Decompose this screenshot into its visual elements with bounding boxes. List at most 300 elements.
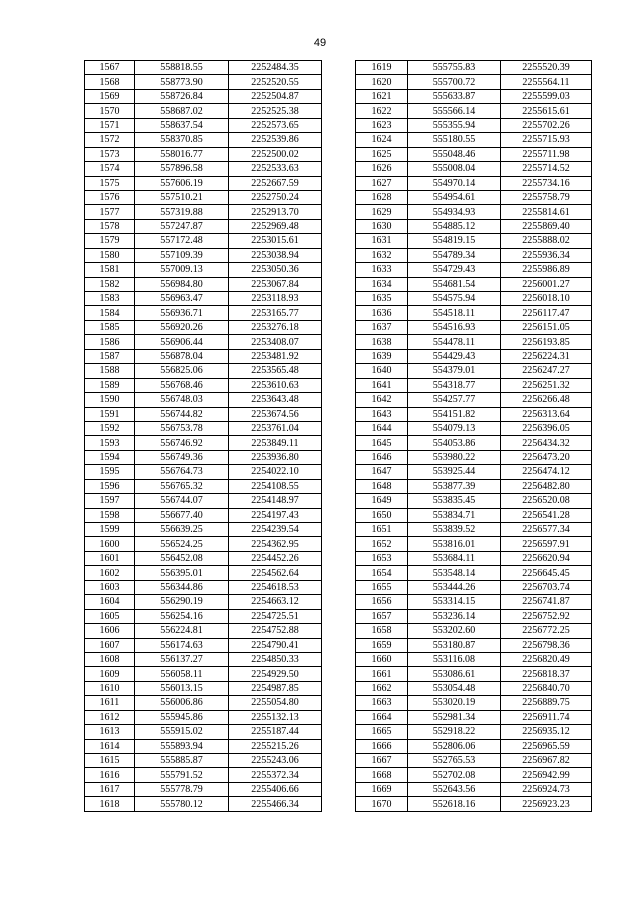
point-number-cell: 1635 bbox=[356, 292, 408, 306]
table-row bbox=[85, 364, 322, 378]
point-number-cell: 1590 bbox=[85, 393, 135, 407]
table-row bbox=[356, 465, 592, 479]
point-number-cell: 1597 bbox=[85, 494, 135, 508]
y-coordinate-cell: 2256577.34 bbox=[501, 523, 592, 537]
point-number-cell: 1584 bbox=[85, 306, 135, 320]
y-coordinate-cell: 2254790.41 bbox=[229, 638, 322, 652]
point-number-cell: 1650 bbox=[356, 508, 408, 522]
x-coordinate-cell: 554970.14 bbox=[408, 176, 501, 190]
y-coordinate-cell: 2253643.48 bbox=[229, 393, 322, 407]
x-coordinate-cell: 556936.71 bbox=[135, 306, 229, 320]
table-row bbox=[356, 508, 592, 522]
table-row bbox=[356, 118, 592, 132]
point-number-cell: 1594 bbox=[85, 450, 135, 464]
table-row bbox=[356, 681, 592, 695]
y-coordinate-cell: 2254752.88 bbox=[229, 624, 322, 638]
x-coordinate-cell: 555180.55 bbox=[408, 133, 501, 147]
point-number-cell: 1582 bbox=[85, 277, 135, 291]
point-number-cell: 1661 bbox=[356, 667, 408, 681]
table-row bbox=[356, 638, 592, 652]
point-number-cell: 1604 bbox=[85, 595, 135, 609]
x-coordinate-cell: 553816.01 bbox=[408, 537, 501, 551]
table-row bbox=[85, 89, 322, 103]
table-row bbox=[356, 652, 592, 666]
point-number-cell: 1606 bbox=[85, 624, 135, 638]
x-coordinate-cell: 558818.55 bbox=[135, 61, 229, 75]
point-number-cell: 1633 bbox=[356, 263, 408, 277]
table-row bbox=[85, 248, 322, 262]
point-number-cell: 1666 bbox=[356, 739, 408, 753]
table-row bbox=[85, 306, 322, 320]
y-coordinate-cell: 2253761.04 bbox=[229, 421, 322, 435]
x-coordinate-cell: 558637.54 bbox=[135, 118, 229, 132]
point-number-cell: 1647 bbox=[356, 465, 408, 479]
x-coordinate-cell: 553980.22 bbox=[408, 450, 501, 464]
point-number-cell: 1628 bbox=[356, 190, 408, 204]
y-coordinate-cell: 2255466.34 bbox=[229, 797, 322, 811]
y-coordinate-cell: 2256474.12 bbox=[501, 465, 592, 479]
table-row bbox=[85, 190, 322, 204]
x-coordinate-cell: 553925.44 bbox=[408, 465, 501, 479]
x-coordinate-cell: 552918.22 bbox=[408, 725, 501, 739]
table-row bbox=[356, 393, 592, 407]
y-coordinate-cell: 2256772.25 bbox=[501, 624, 592, 638]
point-number-cell: 1643 bbox=[356, 407, 408, 421]
y-coordinate-cell: 2256117.47 bbox=[501, 306, 592, 320]
y-coordinate-cell: 2256001.27 bbox=[501, 277, 592, 291]
y-coordinate-cell: 2256840.70 bbox=[501, 681, 592, 695]
point-number-cell: 1623 bbox=[356, 118, 408, 132]
table-row bbox=[85, 450, 322, 464]
x-coordinate-cell: 556746.92 bbox=[135, 436, 229, 450]
y-coordinate-cell: 2253936.80 bbox=[229, 450, 322, 464]
table-row bbox=[356, 754, 592, 768]
x-coordinate-cell: 556224.81 bbox=[135, 624, 229, 638]
y-coordinate-cell: 2254362.95 bbox=[229, 537, 322, 551]
x-coordinate-cell: 552618.16 bbox=[408, 797, 501, 811]
x-coordinate-cell: 553877.39 bbox=[408, 479, 501, 493]
table-row bbox=[85, 595, 322, 609]
point-number-cell: 1602 bbox=[85, 566, 135, 580]
point-number-cell: 1622 bbox=[356, 104, 408, 118]
x-coordinate-cell: 555008.04 bbox=[408, 162, 501, 176]
x-coordinate-cell: 558016.77 bbox=[135, 147, 229, 161]
table-row bbox=[356, 696, 592, 710]
table-row bbox=[85, 725, 322, 739]
point-number-cell: 1614 bbox=[85, 739, 135, 753]
point-number-cell: 1664 bbox=[356, 710, 408, 724]
point-number-cell: 1611 bbox=[85, 696, 135, 710]
x-coordinate-cell: 556749.36 bbox=[135, 450, 229, 464]
x-coordinate-cell: 556765.32 bbox=[135, 479, 229, 493]
y-coordinate-cell: 2256923.23 bbox=[501, 797, 592, 811]
y-coordinate-cell: 2255187.44 bbox=[229, 725, 322, 739]
x-coordinate-cell: 554079.13 bbox=[408, 421, 501, 435]
y-coordinate-cell: 2256620.94 bbox=[501, 551, 592, 565]
point-number-cell: 1663 bbox=[356, 696, 408, 710]
point-number-cell: 1648 bbox=[356, 479, 408, 493]
y-coordinate-cell: 2255372.34 bbox=[229, 768, 322, 782]
table-row bbox=[85, 652, 322, 666]
point-number-cell: 1632 bbox=[356, 248, 408, 262]
x-coordinate-cell: 557172.48 bbox=[135, 234, 229, 248]
y-coordinate-cell: 2254663.12 bbox=[229, 595, 322, 609]
x-coordinate-cell: 554729.43 bbox=[408, 263, 501, 277]
y-coordinate-cell: 2253408.07 bbox=[229, 335, 322, 349]
y-coordinate-cell: 2255711.98 bbox=[501, 147, 592, 161]
point-number-cell: 1601 bbox=[85, 551, 135, 565]
y-coordinate-cell: 2252667.59 bbox=[229, 176, 322, 190]
x-coordinate-cell: 555778.79 bbox=[135, 782, 229, 796]
x-coordinate-cell: 557319.88 bbox=[135, 205, 229, 219]
x-coordinate-cell: 555791.52 bbox=[135, 768, 229, 782]
point-number-cell: 1625 bbox=[356, 147, 408, 161]
table-row bbox=[356, 739, 592, 753]
table-row bbox=[356, 479, 592, 493]
x-coordinate-cell: 554575.94 bbox=[408, 292, 501, 306]
table-row bbox=[356, 306, 592, 320]
table-row bbox=[85, 624, 322, 638]
point-number-cell: 1668 bbox=[356, 768, 408, 782]
table-row bbox=[356, 364, 592, 378]
point-number-cell: 1645 bbox=[356, 436, 408, 450]
y-coordinate-cell: 2254929.50 bbox=[229, 667, 322, 681]
y-coordinate-cell: 2255132.13 bbox=[229, 710, 322, 724]
point-number-cell: 1587 bbox=[85, 349, 135, 363]
x-coordinate-cell: 556395.01 bbox=[135, 566, 229, 580]
y-coordinate-cell: 2256520.08 bbox=[501, 494, 592, 508]
point-number-cell: 1576 bbox=[85, 190, 135, 204]
x-coordinate-cell: 554053.86 bbox=[408, 436, 501, 450]
point-number-cell: 1639 bbox=[356, 349, 408, 363]
x-coordinate-cell: 556984.80 bbox=[135, 277, 229, 291]
x-coordinate-cell: 554681.54 bbox=[408, 277, 501, 291]
table-row bbox=[356, 609, 592, 623]
point-number-cell: 1646 bbox=[356, 450, 408, 464]
y-coordinate-cell: 2254987.85 bbox=[229, 681, 322, 695]
point-number-cell: 1642 bbox=[356, 393, 408, 407]
point-number-cell: 1577 bbox=[85, 205, 135, 219]
table-row bbox=[85, 61, 322, 75]
point-number-cell: 1624 bbox=[356, 133, 408, 147]
y-coordinate-cell: 2256224.31 bbox=[501, 349, 592, 363]
y-coordinate-cell: 2255702.26 bbox=[501, 118, 592, 132]
x-coordinate-cell: 558773.90 bbox=[135, 75, 229, 89]
table-row bbox=[356, 219, 592, 233]
x-coordinate-cell: 553086.61 bbox=[408, 667, 501, 681]
x-coordinate-cell: 558370.85 bbox=[135, 133, 229, 147]
point-number-cell: 1637 bbox=[356, 320, 408, 334]
point-number-cell: 1662 bbox=[356, 681, 408, 695]
y-coordinate-cell: 2252750.24 bbox=[229, 190, 322, 204]
x-coordinate-cell: 552702.08 bbox=[408, 768, 501, 782]
y-coordinate-cell: 2255888.02 bbox=[501, 234, 592, 248]
y-coordinate-cell: 2256820.49 bbox=[501, 652, 592, 666]
point-number-cell: 1575 bbox=[85, 176, 135, 190]
x-coordinate-cell: 556744.82 bbox=[135, 407, 229, 421]
table-row bbox=[85, 162, 322, 176]
table-row bbox=[356, 580, 592, 594]
x-coordinate-cell: 557247.87 bbox=[135, 219, 229, 233]
y-coordinate-cell: 2256266.48 bbox=[501, 393, 592, 407]
table-row bbox=[85, 277, 322, 291]
y-coordinate-cell: 2253674.56 bbox=[229, 407, 322, 421]
point-number-cell: 1599 bbox=[85, 523, 135, 537]
table-row bbox=[85, 147, 322, 161]
table-row bbox=[85, 797, 322, 811]
y-coordinate-cell: 2252504.87 bbox=[229, 89, 322, 103]
point-number-cell: 1568 bbox=[85, 75, 135, 89]
table-row bbox=[85, 782, 322, 796]
table-row bbox=[356, 133, 592, 147]
table-row bbox=[85, 508, 322, 522]
point-number-cell: 1658 bbox=[356, 624, 408, 638]
y-coordinate-cell: 2253050.36 bbox=[229, 263, 322, 277]
table-row bbox=[85, 263, 322, 277]
table-row bbox=[85, 537, 322, 551]
x-coordinate-cell: 556006.86 bbox=[135, 696, 229, 710]
y-coordinate-cell: 2255599.03 bbox=[501, 89, 592, 103]
point-number-cell: 1669 bbox=[356, 782, 408, 796]
y-coordinate-cell: 2254148.97 bbox=[229, 494, 322, 508]
table-row bbox=[356, 436, 592, 450]
x-coordinate-cell: 554429.43 bbox=[408, 349, 501, 363]
x-coordinate-cell: 554954.61 bbox=[408, 190, 501, 204]
point-number-cell: 1592 bbox=[85, 421, 135, 435]
table-row bbox=[85, 479, 322, 493]
x-coordinate-cell: 557606.19 bbox=[135, 176, 229, 190]
point-number-cell: 1569 bbox=[85, 89, 135, 103]
point-number-cell: 1634 bbox=[356, 277, 408, 291]
table-row bbox=[356, 421, 592, 435]
y-coordinate-cell: 2256151.05 bbox=[501, 320, 592, 334]
y-coordinate-cell: 2256818.37 bbox=[501, 667, 592, 681]
y-coordinate-cell: 2255715.93 bbox=[501, 133, 592, 147]
x-coordinate-cell: 556137.27 bbox=[135, 652, 229, 666]
x-coordinate-cell: 555915.02 bbox=[135, 725, 229, 739]
x-coordinate-cell: 553548.14 bbox=[408, 566, 501, 580]
point-number-cell: 1588 bbox=[85, 364, 135, 378]
table-row bbox=[356, 89, 592, 103]
y-coordinate-cell: 2256703.74 bbox=[501, 580, 592, 594]
x-coordinate-cell: 556254.16 bbox=[135, 609, 229, 623]
table-row bbox=[356, 234, 592, 248]
point-number-cell: 1572 bbox=[85, 133, 135, 147]
x-coordinate-cell: 552765.53 bbox=[408, 754, 501, 768]
x-coordinate-cell: 556748.03 bbox=[135, 393, 229, 407]
y-coordinate-cell: 2255814.61 bbox=[501, 205, 592, 219]
table-row bbox=[356, 595, 592, 609]
x-coordinate-cell: 553314.15 bbox=[408, 595, 501, 609]
table-row bbox=[85, 465, 322, 479]
x-coordinate-cell: 556013.15 bbox=[135, 681, 229, 695]
y-coordinate-cell: 2256396.05 bbox=[501, 421, 592, 435]
table-row bbox=[356, 349, 592, 363]
table-row bbox=[85, 551, 322, 565]
point-number-cell: 1579 bbox=[85, 234, 135, 248]
table-row bbox=[85, 609, 322, 623]
y-coordinate-cell: 2254022.10 bbox=[229, 465, 322, 479]
x-coordinate-cell: 554478.11 bbox=[408, 335, 501, 349]
point-number-cell: 1615 bbox=[85, 754, 135, 768]
x-coordinate-cell: 555780.12 bbox=[135, 797, 229, 811]
table-row bbox=[356, 523, 592, 537]
y-coordinate-cell: 2256889.75 bbox=[501, 696, 592, 710]
y-coordinate-cell: 2253067.84 bbox=[229, 277, 322, 291]
y-coordinate-cell: 2252520.55 bbox=[229, 75, 322, 89]
point-number-cell: 1612 bbox=[85, 710, 135, 724]
x-coordinate-cell: 557896.58 bbox=[135, 162, 229, 176]
y-coordinate-cell: 2254452.26 bbox=[229, 551, 322, 565]
table-row bbox=[356, 104, 592, 118]
point-number-cell: 1640 bbox=[356, 364, 408, 378]
y-coordinate-cell: 2252969.48 bbox=[229, 219, 322, 233]
y-coordinate-cell: 2253118.93 bbox=[229, 292, 322, 306]
x-coordinate-cell: 556825.06 bbox=[135, 364, 229, 378]
table-row bbox=[85, 393, 322, 407]
point-number-cell: 1660 bbox=[356, 652, 408, 666]
y-coordinate-cell: 2256752.92 bbox=[501, 609, 592, 623]
point-number-cell: 1651 bbox=[356, 523, 408, 537]
table-row bbox=[356, 176, 592, 190]
table-row bbox=[356, 494, 592, 508]
y-coordinate-cell: 2252573.65 bbox=[229, 118, 322, 132]
x-coordinate-cell: 554885.12 bbox=[408, 219, 501, 233]
table-row bbox=[85, 320, 322, 334]
x-coordinate-cell: 558726.84 bbox=[135, 89, 229, 103]
x-coordinate-cell: 553834.71 bbox=[408, 508, 501, 522]
table-row bbox=[85, 104, 322, 118]
y-coordinate-cell: 2252539.86 bbox=[229, 133, 322, 147]
y-coordinate-cell: 2256597.91 bbox=[501, 537, 592, 551]
point-number-cell: 1626 bbox=[356, 162, 408, 176]
y-coordinate-cell: 2255758.79 bbox=[501, 190, 592, 204]
x-coordinate-cell: 556058.11 bbox=[135, 667, 229, 681]
point-number-cell: 1600 bbox=[85, 537, 135, 551]
x-coordinate-cell: 553839.52 bbox=[408, 523, 501, 537]
table-row bbox=[356, 624, 592, 638]
point-number-cell: 1641 bbox=[356, 378, 408, 392]
table-row bbox=[85, 436, 322, 450]
table-row bbox=[85, 739, 322, 753]
y-coordinate-cell: 2255243.06 bbox=[229, 754, 322, 768]
x-coordinate-cell: 552643.56 bbox=[408, 782, 501, 796]
y-coordinate-cell: 2252533.63 bbox=[229, 162, 322, 176]
x-coordinate-cell: 554789.34 bbox=[408, 248, 501, 262]
y-coordinate-cell: 2254197.43 bbox=[229, 508, 322, 522]
y-coordinate-cell: 2256741.87 bbox=[501, 595, 592, 609]
x-coordinate-cell: 553835.45 bbox=[408, 494, 501, 508]
x-coordinate-cell: 555893.94 bbox=[135, 739, 229, 753]
y-coordinate-cell: 2256924.73 bbox=[501, 782, 592, 796]
y-coordinate-cell: 2255936.34 bbox=[501, 248, 592, 262]
x-coordinate-cell: 556963.47 bbox=[135, 292, 229, 306]
x-coordinate-cell: 555945.86 bbox=[135, 710, 229, 724]
x-coordinate-cell: 555566.14 bbox=[408, 104, 501, 118]
x-coordinate-cell: 554379.01 bbox=[408, 364, 501, 378]
y-coordinate-cell: 2254239.54 bbox=[229, 523, 322, 537]
x-coordinate-cell: 556878.04 bbox=[135, 349, 229, 363]
table-row bbox=[85, 234, 322, 248]
table-row bbox=[356, 797, 592, 811]
point-number-cell: 1591 bbox=[85, 407, 135, 421]
y-coordinate-cell: 2256798.36 bbox=[501, 638, 592, 652]
y-coordinate-cell: 2256247.27 bbox=[501, 364, 592, 378]
point-number-cell: 1619 bbox=[356, 61, 408, 75]
table-row bbox=[85, 292, 322, 306]
x-coordinate-cell: 556452.08 bbox=[135, 551, 229, 565]
y-coordinate-cell: 2256935.12 bbox=[501, 725, 592, 739]
point-number-cell: 1638 bbox=[356, 335, 408, 349]
point-number-cell: 1574 bbox=[85, 162, 135, 176]
y-coordinate-cell: 2255054.80 bbox=[229, 696, 322, 710]
x-coordinate-cell: 555048.46 bbox=[408, 147, 501, 161]
y-coordinate-cell: 2252500.02 bbox=[229, 147, 322, 161]
y-coordinate-cell: 2255406.66 bbox=[229, 782, 322, 796]
point-number-cell: 1618 bbox=[85, 797, 135, 811]
x-coordinate-cell: 555700.72 bbox=[408, 75, 501, 89]
point-number-cell: 1613 bbox=[85, 725, 135, 739]
y-coordinate-cell: 2253038.94 bbox=[229, 248, 322, 262]
point-number-cell: 1607 bbox=[85, 638, 135, 652]
table-row bbox=[85, 681, 322, 695]
x-coordinate-cell: 558687.02 bbox=[135, 104, 229, 118]
table-row bbox=[356, 551, 592, 565]
y-coordinate-cell: 2253610.63 bbox=[229, 378, 322, 392]
x-coordinate-cell: 553444.26 bbox=[408, 580, 501, 594]
y-coordinate-cell: 2255869.40 bbox=[501, 219, 592, 233]
point-number-cell: 1629 bbox=[356, 205, 408, 219]
table-row bbox=[356, 537, 592, 551]
point-number-cell: 1578 bbox=[85, 219, 135, 233]
table-row bbox=[85, 638, 322, 652]
y-coordinate-cell: 2255215.26 bbox=[229, 739, 322, 753]
x-coordinate-cell: 556524.25 bbox=[135, 537, 229, 551]
y-coordinate-cell: 2252525.38 bbox=[229, 104, 322, 118]
y-coordinate-cell: 2256541.28 bbox=[501, 508, 592, 522]
y-coordinate-cell: 2256965.59 bbox=[501, 739, 592, 753]
y-coordinate-cell: 2255564.11 bbox=[501, 75, 592, 89]
y-coordinate-cell: 2252913.70 bbox=[229, 205, 322, 219]
x-coordinate-cell: 556344.86 bbox=[135, 580, 229, 594]
x-coordinate-cell: 553202.60 bbox=[408, 624, 501, 638]
table-row bbox=[356, 335, 592, 349]
point-number-cell: 1586 bbox=[85, 335, 135, 349]
point-number-cell: 1636 bbox=[356, 306, 408, 320]
point-number-cell: 1627 bbox=[356, 176, 408, 190]
table-row bbox=[356, 277, 592, 291]
x-coordinate-cell: 553054.48 bbox=[408, 681, 501, 695]
table-row bbox=[85, 176, 322, 190]
x-coordinate-cell: 557510.21 bbox=[135, 190, 229, 204]
y-coordinate-cell: 2256251.32 bbox=[501, 378, 592, 392]
x-coordinate-cell: 555355.94 bbox=[408, 118, 501, 132]
point-number-cell: 1595 bbox=[85, 465, 135, 479]
point-number-cell: 1659 bbox=[356, 638, 408, 652]
point-number-cell: 1585 bbox=[85, 320, 135, 334]
x-coordinate-cell: 554518.11 bbox=[408, 306, 501, 320]
x-coordinate-cell: 554318.77 bbox=[408, 378, 501, 392]
y-coordinate-cell: 2256645.45 bbox=[501, 566, 592, 580]
point-number-cell: 1665 bbox=[356, 725, 408, 739]
y-coordinate-cell: 2256482.80 bbox=[501, 479, 592, 493]
table-row bbox=[356, 61, 592, 75]
point-number-cell: 1567 bbox=[85, 61, 135, 75]
table-row bbox=[356, 162, 592, 176]
table-row bbox=[356, 407, 592, 421]
x-coordinate-cell: 556906.44 bbox=[135, 335, 229, 349]
y-coordinate-cell: 2255520.39 bbox=[501, 61, 592, 75]
